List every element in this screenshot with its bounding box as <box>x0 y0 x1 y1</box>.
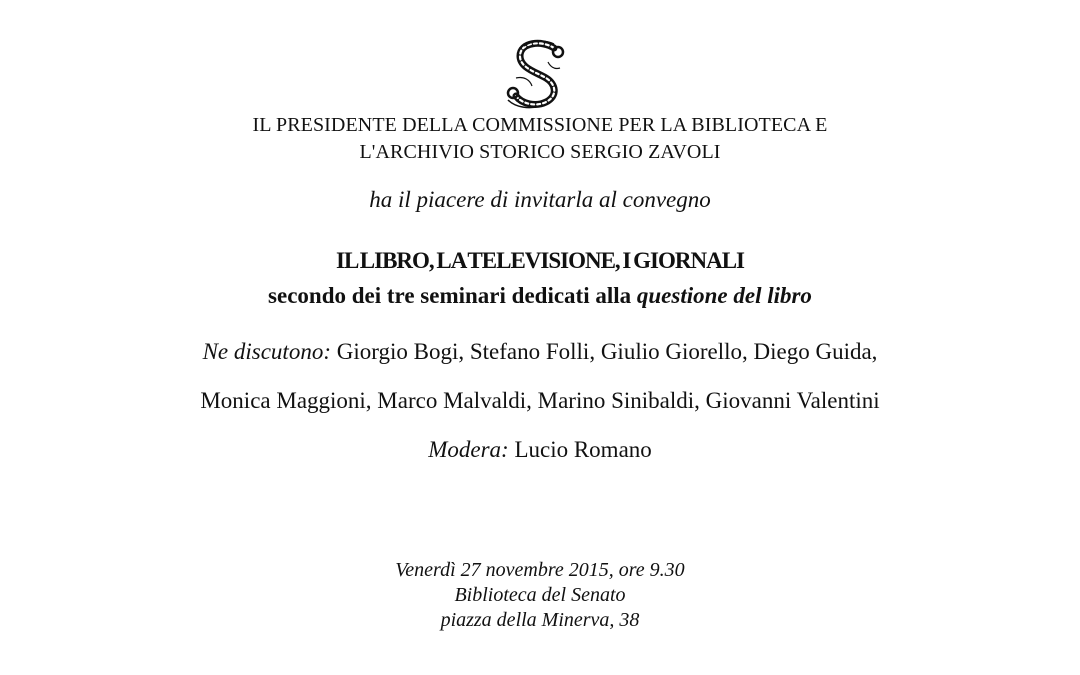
header-line-2: L'ARCHIVIO STORICO SERGIO ZAVOLI <box>359 141 721 163</box>
moderator-label: Modera: <box>428 437 509 462</box>
event-title: IL LIBRO, LA TELEVISIONE, I GIORNALI <box>336 248 744 273</box>
moderator-line <box>0 437 1080 463</box>
header-line-1: IL PRESIDENTE DELLA COMMISSIONE PER LA BIBLIOTECA E <box>252 114 828 136</box>
invitation-text: ha il piacere di invitarla al convegno <box>369 187 711 212</box>
event-address: piazza della Minerva, 38 <box>440 609 640 631</box>
ornamental-s-icon <box>502 38 576 110</box>
event-date: Venerdì 27 novembre 2015, ore 9.30 <box>395 559 685 581</box>
event-subtitle <box>0 283 1080 309</box>
event-venue: Biblioteca del Senato <box>454 584 626 606</box>
speakers-names-1: Giorgio Bogi, Stefano Folli, Giulio Giorello, Diego Guida, <box>336 339 878 364</box>
speakers-label: Ne discutono: <box>202 339 331 364</box>
event-subtitle-prefix: secondo dei tre seminari dedicati alla <box>268 283 632 308</box>
speakers-line-1 <box>0 339 1080 365</box>
event-subtitle-italic: questione del libro <box>636 283 812 308</box>
moderator-name: Lucio Romano <box>514 437 652 462</box>
speakers-line-2: Monica Maggioni, Marco Malvaldi, Marino Sinibaldi, Giovanni Valentini <box>200 388 880 413</box>
